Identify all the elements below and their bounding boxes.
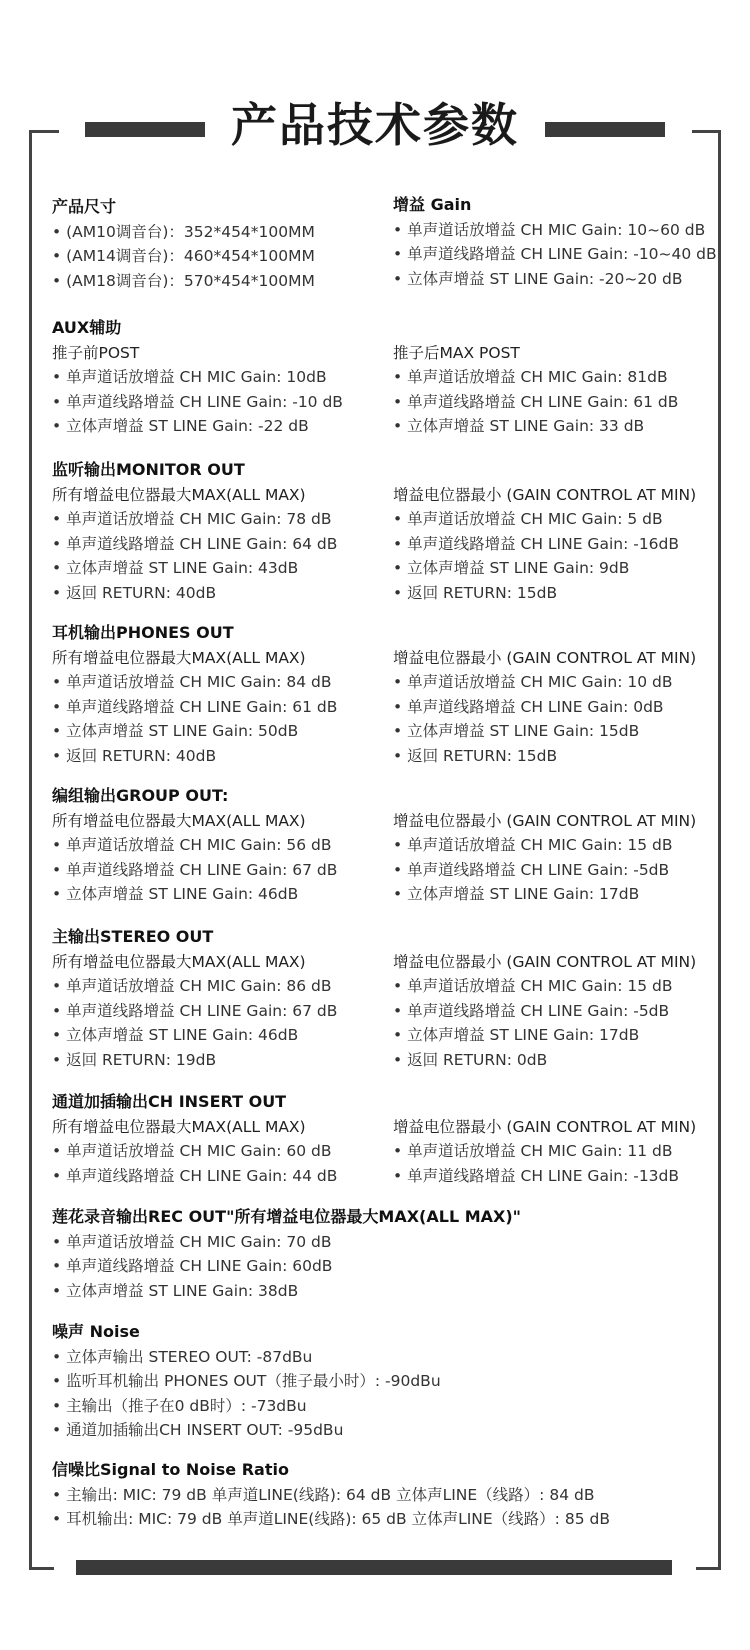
snr-section	[52, 1458, 610, 1532]
phones-right-item: • 单声道话放增益 CH MIC Gain: 10 dB	[393, 670, 696, 695]
stereo-left	[52, 925, 337, 1072]
gain-item: • 单声道线路增益 CH LINE Gain: -10~40 dB	[393, 242, 717, 267]
monitor-heading: 监听输出MONITOR OUT	[52, 460, 245, 479]
size-item: • (AM10调音台)：352*454*100MM	[52, 220, 315, 245]
monitor-left	[52, 458, 337, 605]
frame-bottom-left-line	[29, 1567, 54, 1570]
rec-heading: 莲花录音输出REC OUT"所有增益电位器最大MAX(ALL MAX)"	[52, 1207, 521, 1226]
noise-item: • 立体声输出 STEREO OUT: -87dBu	[52, 1345, 441, 1370]
monitor-left-item: • 立体声增益 ST LINE Gain: 43dB	[52, 556, 337, 581]
stereo-left-item: • 单声道线路增益 CH LINE Gain: 67 dB	[52, 999, 337, 1024]
aux-right	[393, 341, 678, 439]
monitor-right	[393, 483, 696, 606]
aux-right-subheading: 推子后MAX POST	[393, 343, 520, 362]
stereo-left-subheading: 所有增益电位器最大MAX(ALL MAX)	[52, 952, 306, 971]
aux-left-item: • 单声道线路增益 CH LINE Gain: -10 dB	[52, 390, 343, 415]
monitor-left-item: • 单声道线路增益 CH LINE Gain: 64 dB	[52, 532, 337, 557]
insert-left-subheading: 所有增益电位器最大MAX(ALL MAX)	[52, 1117, 306, 1136]
phones-left-item: • 立体声增益 ST LINE Gain: 50dB	[52, 719, 337, 744]
title-decor-bar-right	[545, 122, 665, 137]
insert-right-item: • 单声道线路增益 CH LINE Gain: -13dB	[393, 1164, 696, 1189]
stereo-heading: 主输出STEREO OUT	[52, 927, 214, 946]
monitor-left-subheading: 所有增益电位器最大MAX(ALL MAX)	[52, 485, 306, 504]
group-left-item: • 单声道话放增益 CH MIC Gain: 56 dB	[52, 833, 337, 858]
monitor-left-item: • 返回 RETURN: 40dB	[52, 581, 337, 606]
group-right	[393, 809, 696, 907]
frame-top-right-line	[692, 130, 721, 133]
phones-left	[52, 621, 337, 768]
noise-item: • 通道加插输出CH INSERT OUT: -95dBu	[52, 1418, 441, 1443]
insert-right-item: • 单声道话放增益 CH MIC Gain: 11 dB	[393, 1139, 696, 1164]
aux-left	[52, 316, 343, 439]
insert-left	[52, 1090, 337, 1188]
stereo-right-item: • 返回 RETURN: 0dB	[393, 1048, 696, 1073]
aux-right-item: • 立体声增益 ST LINE Gain: 33 dB	[393, 414, 678, 439]
page-title: 产品技术参数	[231, 98, 519, 152]
stereo-left-item: • 返回 RETURN: 19dB	[52, 1048, 337, 1073]
gain-item: • 立体声增益 ST LINE Gain: -20~20 dB	[393, 267, 717, 292]
phones-heading: 耳机输出PHONES OUT	[52, 623, 234, 642]
stereo-left-item: • 立体声增益 ST LINE Gain: 46dB	[52, 1023, 337, 1048]
monitor-right-subheading: 增益电位器最小 (GAIN CONTROL AT MIN)	[393, 485, 697, 504]
group-left-subheading: 所有增益电位器最大MAX(ALL MAX)	[52, 811, 306, 830]
rec-item: • 立体声增益 ST LINE Gain: 38dB	[52, 1279, 521, 1304]
snr-heading: 信噪比Signal to Noise Ratio	[52, 1460, 289, 1479]
group-right-item: • 单声道话放增益 CH MIC Gain: 15 dB	[393, 833, 696, 858]
monitor-right-item: • 单声道话放增益 CH MIC Gain: 5 dB	[393, 507, 696, 532]
rec-item: • 单声道线路增益 CH LINE Gain: 60dB	[52, 1254, 521, 1279]
stereo-right-subheading: 增益电位器最小 (GAIN CONTROL AT MIN)	[393, 952, 697, 971]
gain-heading: 增益 Gain	[393, 195, 472, 214]
group-right-item: • 单声道线路增益 CH LINE Gain: -5dB	[393, 858, 696, 883]
gain-item: • 单声道话放增益 CH MIC Gain: 10~60 dB	[393, 218, 717, 243]
noise-section	[52, 1320, 441, 1443]
size-heading: 产品尺寸	[52, 197, 117, 216]
title-decor-bar-left	[85, 122, 205, 137]
monitor-right-item: • 单声道线路增益 CH LINE Gain: -16dB	[393, 532, 696, 557]
size-item: • (AM14调音台)：460*454*100MM	[52, 244, 315, 269]
phones-right-item: • 立体声增益 ST LINE Gain: 15dB	[393, 719, 696, 744]
size-section	[52, 195, 315, 293]
monitor-right-item: • 返回 RETURN: 15dB	[393, 581, 696, 606]
aux-heading: AUX辅助	[52, 318, 122, 337]
group-left	[52, 784, 337, 907]
phones-right-item: • 单声道线路增益 CH LINE Gain: 0dB	[393, 695, 696, 720]
group-right-item: • 立体声增益 ST LINE Gain: 17dB	[393, 882, 696, 907]
stereo-right-item: • 单声道线路增益 CH LINE Gain: -5dB	[393, 999, 696, 1024]
group-left-item: • 单声道线路增益 CH LINE Gain: 67 dB	[52, 858, 337, 883]
snr-item: • 主输出: MIC: 79 dB 单声道LINE(线路): 64 dB 立体声LINE（线路）: 84 dB	[52, 1483, 610, 1508]
phones-right	[393, 646, 696, 769]
stereo-right-item: • 立体声增益 ST LINE Gain: 17dB	[393, 1023, 696, 1048]
rec-section	[52, 1205, 521, 1303]
phones-left-subheading: 所有增益电位器最大MAX(ALL MAX)	[52, 648, 306, 667]
aux-left-subheading: 推子前POST	[52, 343, 140, 362]
rec-item: • 单声道话放增益 CH MIC Gain: 70 dB	[52, 1230, 521, 1255]
frame-left-line	[29, 130, 32, 1570]
phones-left-item: • 返回 RETURN: 40dB	[52, 744, 337, 769]
group-right-subheading: 增益电位器最小 (GAIN CONTROL AT MIN)	[393, 811, 697, 830]
aux-left-item: • 单声道话放增益 CH MIC Gain: 10dB	[52, 365, 343, 390]
frame-right-line	[718, 130, 721, 1570]
noise-heading: 噪声 Noise	[52, 1322, 140, 1341]
size-item: • (AM18调音台)：570*454*100MM	[52, 269, 315, 294]
phones-right-item: • 返回 RETURN: 15dB	[393, 744, 696, 769]
phones-left-item: • 单声道话放增益 CH MIC Gain: 84 dB	[52, 670, 337, 695]
insert-left-item: • 单声道话放增益 CH MIC Gain: 60 dB	[52, 1139, 337, 1164]
insert-right	[393, 1115, 696, 1189]
insert-heading: 通道加插输出CH INSERT OUT	[52, 1092, 287, 1111]
frame-top-left-line	[29, 130, 59, 133]
phones-left-item: • 单声道线路增益 CH LINE Gain: 61 dB	[52, 695, 337, 720]
phones-right-subheading: 增益电位器最小 (GAIN CONTROL AT MIN)	[393, 648, 697, 667]
aux-right-item: • 单声道线路增益 CH LINE Gain: 61 dB	[393, 390, 678, 415]
snr-item: • 耳机输出: MIC: 79 dB 单声道LINE(线路): 65 dB 立体声LINE（线路）: 85 dB	[52, 1507, 610, 1532]
aux-left-item: • 立体声增益 ST LINE Gain: -22 dB	[52, 414, 343, 439]
insert-left-item: • 单声道线路增益 CH LINE Gain: 44 dB	[52, 1164, 337, 1189]
group-heading: 编组输出GROUP OUT:	[52, 786, 229, 805]
aux-right-item: • 单声道话放增益 CH MIC Gain: 81dB	[393, 365, 678, 390]
insert-right-subheading: 增益电位器最小 (GAIN CONTROL AT MIN)	[393, 1117, 697, 1136]
monitor-left-item: • 单声道话放增益 CH MIC Gain: 78 dB	[52, 507, 337, 532]
frame-bottom-right-line	[696, 1567, 721, 1570]
stereo-right-item: • 单声道话放增益 CH MIC Gain: 15 dB	[393, 974, 696, 999]
gain-section	[393, 193, 717, 291]
group-left-item: • 立体声增益 ST LINE Gain: 46dB	[52, 882, 337, 907]
stereo-left-item: • 单声道话放增益 CH MIC Gain: 86 dB	[52, 974, 337, 999]
stereo-right	[393, 950, 696, 1073]
noise-item: • 主输出（推子在0 dB时）: -73dBu	[52, 1394, 441, 1419]
noise-item: • 监听耳机输出 PHONES OUT（推子最小时）: -90dBu	[52, 1369, 441, 1394]
bottom-decor-bar	[76, 1560, 672, 1575]
monitor-right-item: • 立体声增益 ST LINE Gain: 9dB	[393, 556, 696, 581]
